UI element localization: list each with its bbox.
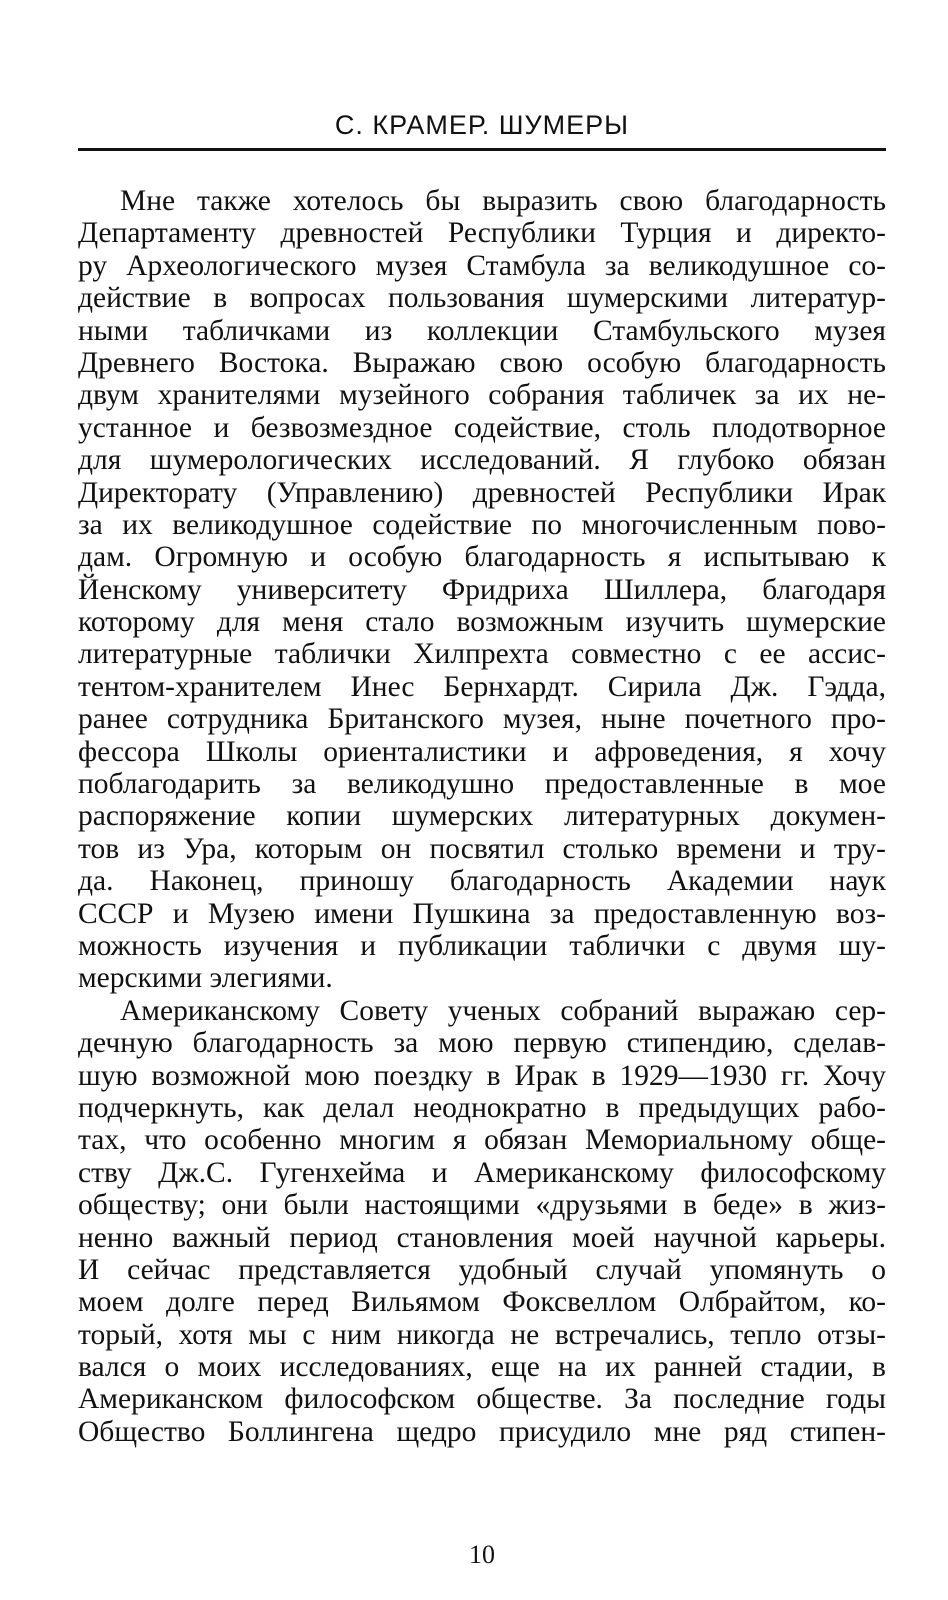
text-line: Древнего Востока. Выражаю свою особую благодарность bbox=[78, 346, 886, 379]
text-line: дам. Огромную и особую благодарность я испытываю к bbox=[78, 541, 886, 574]
text-line: литературные таблички Хилпрехта совместно с ее ассис- bbox=[78, 638, 886, 671]
text-line: И сейчас представляется удобный случай упомянуть о bbox=[78, 1253, 886, 1286]
text-line: вался о моих исследованиях, еще на их ранней стадии, в bbox=[78, 1351, 886, 1384]
text-line: Общество Боллингена щедро присудило мне ряд стипен- bbox=[78, 1415, 886, 1448]
text-line: за их великодушное содействие по многочисленным пово- bbox=[78, 508, 886, 541]
running-head: С. КРАМЕР. ШУМЕРЫ bbox=[334, 110, 630, 140]
text-line: которому для меня стало возможным изучить шумерские bbox=[78, 606, 886, 639]
text-line: да. Наконец, приношу благодарность Академии наук bbox=[78, 865, 886, 898]
page-number: 10 bbox=[469, 1540, 495, 1569]
text-line: подчеркнуть, как делал неоднократно в предыдущих рабо- bbox=[78, 1091, 886, 1124]
text-line: ству Дж.С. Гугенхейма и Американскому философскому bbox=[78, 1156, 886, 1189]
text-line: Департаменту древностей Республики Турция и директо- bbox=[78, 217, 886, 250]
text-line: двум хранителями музейного собрания табличек за их не- bbox=[78, 379, 886, 412]
header-rule bbox=[78, 148, 886, 151]
text-line: торый, хотя мы с ним никогда не встречались, тепло отзы- bbox=[78, 1318, 886, 1351]
text-line: Мне также хотелось бы выразить свою благодарность bbox=[120, 185, 886, 217]
text-line: распоряжение копии шумерских литературных докумен- bbox=[78, 800, 886, 833]
text-line: поблагодарить за великодушно предоставленные в мое bbox=[78, 768, 886, 801]
text-line: тентом-хранителем Инес Бернхардт. Сирила Дж. Гэдда, bbox=[78, 670, 886, 703]
body-text bbox=[78, 185, 886, 1448]
text-line: тах, что особенно многим я обязан Мемориальному обще- bbox=[78, 1124, 886, 1157]
text-line: Директорату (Управлению) древностей Республики Ирак bbox=[78, 476, 886, 509]
text-line: ненно важный период становления моей научной карьеры. bbox=[78, 1221, 886, 1254]
text-line: мерскими элегиями. bbox=[78, 962, 333, 995]
book-page bbox=[78, 0, 886, 1600]
text-line: ру Археологического музея Стамбула за великодушное со- bbox=[78, 249, 886, 282]
text-line: моем долге перед Вильямом Фоксвеллом Олбрайтом, ко- bbox=[78, 1286, 886, 1319]
text-line: можность изучения и публикации таблички с двумя шу- bbox=[78, 929, 886, 962]
text-line: действие в вопросах пользования шумерскими литератур- bbox=[78, 282, 886, 315]
text-line: тов из Ура, которым он посвятил столько времени и тру- bbox=[78, 832, 886, 865]
paragraph-2 bbox=[78, 995, 886, 1448]
text-line: СССР и Музею имени Пушкина за предоставленную воз- bbox=[78, 897, 886, 930]
text-line: фессора Школы ориенталистики и афроведения, я хочу bbox=[78, 735, 886, 768]
text-line: устанное и безвозмездное содействие, столь плодотворное bbox=[78, 411, 886, 444]
text-line: Йенскому университету Фридриха Шиллера, благодаря bbox=[78, 573, 886, 606]
text-line: для шумерологических исследований. Я глубоко обязан bbox=[78, 444, 886, 477]
text-line: дечную благодарность за мою первую стипендию, сделав- bbox=[78, 1027, 886, 1060]
text-line: шую возможной мою поездку в Ирак в 1929—1930 гг. Хочу bbox=[78, 1059, 886, 1092]
text-line: ными табличками из коллекции Стамбульского музея bbox=[78, 314, 886, 347]
text-line: Американскому Совету ученых собраний выражаю сер- bbox=[120, 994, 886, 1027]
text-line: обществу; они были настоящими «друзьями в беде» в жиз- bbox=[78, 1189, 886, 1222]
paragraph-1 bbox=[78, 185, 886, 995]
text-line: ранее сотрудника Британского музея, ныне почетного про- bbox=[78, 703, 886, 736]
text-line: Американском философском обществе. За последние годы bbox=[78, 1383, 886, 1416]
